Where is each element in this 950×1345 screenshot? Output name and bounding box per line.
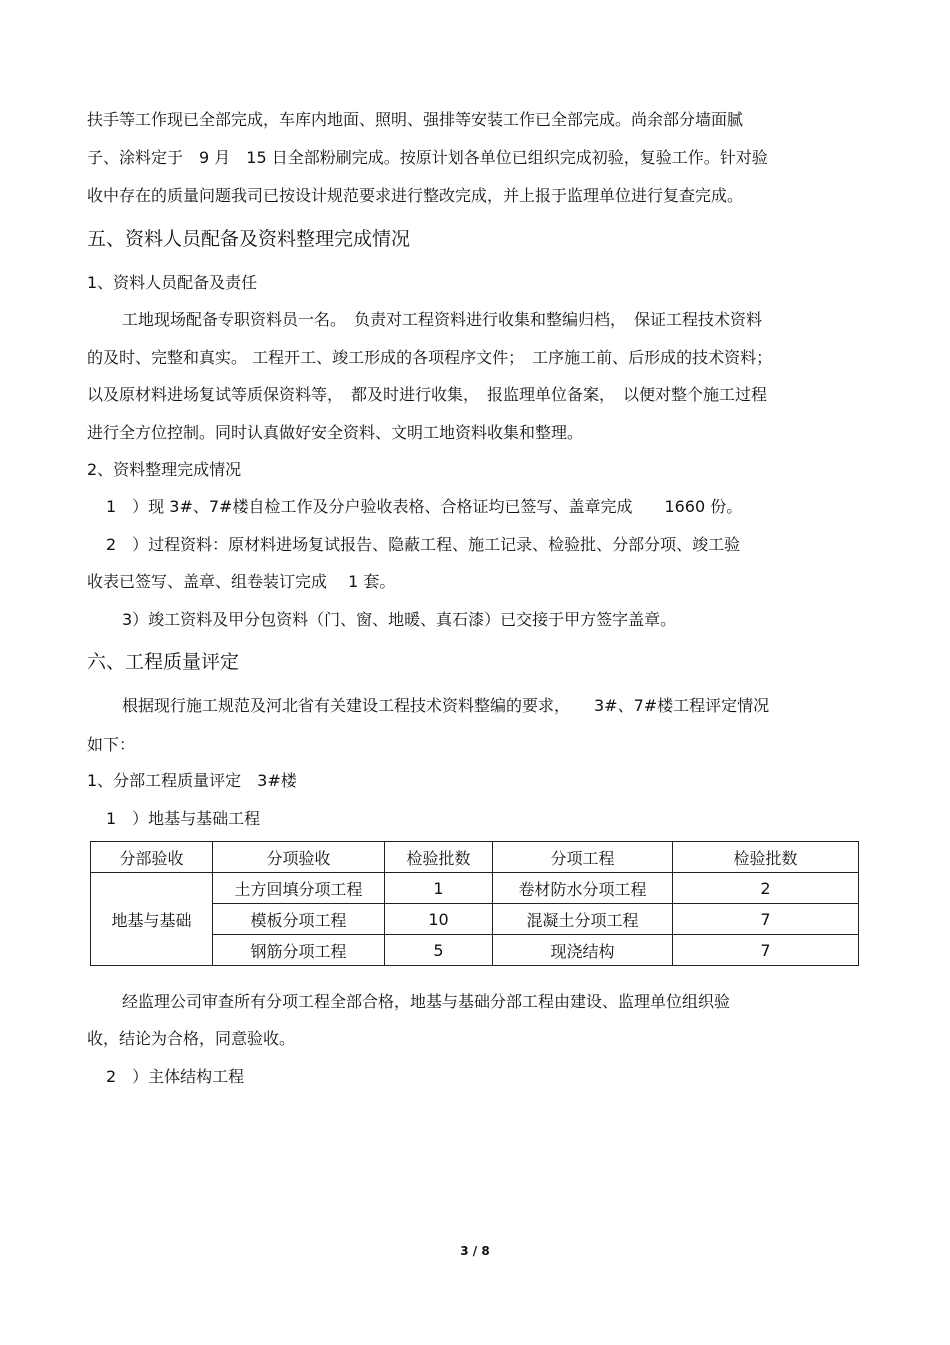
table-cell: 7 — [673, 904, 859, 935]
list-item: 1 ）地基与基础工程 — [106, 809, 261, 828]
text-line: 扶手等工作现已全部完成，车库内地面、照明、强排等安装工作已全部完成。尚余部分墙面腻 — [87, 110, 744, 129]
table-header-cell: 分部验收 — [91, 842, 213, 873]
table-cell: 2 — [673, 873, 859, 904]
table-row — [91, 873, 859, 904]
text-line: 收，结论为合格，同意验收。 — [87, 1029, 296, 1048]
text-line: 根据现行施工规范及河北省有关建设工程技术资料整编的要求， 3#、7#楼工程评定情况 — [122, 696, 770, 715]
table-cell: 卷材防水分项工程 — [493, 873, 673, 904]
group-cell: 地基与基础 — [91, 873, 213, 966]
table-header-row — [91, 842, 859, 873]
list-item-continued: 收表已签写、盖章、组卷装订完成 1 套。 — [87, 572, 396, 591]
table-cell: 模板分项工程 — [213, 904, 385, 935]
table-cell: 7 — [673, 935, 859, 966]
text-line: 如下： — [87, 735, 136, 754]
list-item: 2 ）过程资料：原材料进场复试报告、隐蔽工程、施工记录、检验批、分部分项、竣工验 — [106, 535, 741, 554]
text-line: 工地现场配备专职资料员一名。 负责对工程资料进行收集和整编归档， 保证工程技术资料 — [122, 310, 763, 329]
table-cell: 土方回填分项工程 — [213, 873, 385, 904]
table-cell: 10 — [385, 904, 493, 935]
text-line: 子、涂料定于 9 月 15 日全部粉刷完成。按原计划各单位已组织完成初验，复验工作。针对验 — [87, 148, 768, 167]
page-number: 3 / 8 — [460, 1244, 490, 1258]
table-cell: 1 — [385, 873, 493, 904]
text-line: 收中存在的质量问题我司已按设计规范要求进行整改完成，并上报于监理单位进行复查完成。 — [87, 186, 744, 205]
table-header-cell: 分项验收 — [213, 842, 385, 873]
text-line: 进行全方位控制。同时认真做好安全资料、文明工地资料收集和整理。 — [87, 423, 584, 442]
subsection-heading: 1、分部工程质量评定 3#楼 — [87, 771, 297, 790]
section-heading: 五、资料人员配备及资料整理完成情况 — [87, 228, 411, 250]
subsection-heading: 1、资料人员配备及责任 — [87, 273, 258, 292]
list-item: 3）竣工资料及甲分包资料（门、窗、地暖、真石漆）已交接于甲方签字盖章。 — [122, 610, 677, 629]
table-header-cell: 分项工程 — [493, 842, 673, 873]
table-cell: 5 — [385, 935, 493, 966]
table-header-cell: 检验批数 — [673, 842, 859, 873]
table-header-cell: 检验批数 — [385, 842, 493, 873]
section-heading: 六、工程质量评定 — [87, 651, 240, 673]
table-cell: 钢筋分项工程 — [213, 935, 385, 966]
list-item: 2 ）主体结构工程 — [106, 1067, 245, 1086]
text-line: 的及时、完整和真实。 工程开工、竣工形成的各项程序文件； 工序施工前、后形成的技术资料； — [87, 348, 773, 367]
list-item: 1 ）现 3#、7#楼自检工作及分户验收表格、合格证均已签写、盖章完成 1660 份。 — [106, 497, 743, 516]
text-line: 经监理公司审查所有分项工程全部合格，地基与基础分部工程由建设、监理单位组织验 — [122, 992, 731, 1011]
table-cell: 混凝土分项工程 — [493, 904, 673, 935]
subsection-heading: 2、资料整理完成情况 — [87, 460, 242, 479]
table-cell: 现浇结构 — [493, 935, 673, 966]
quality-evaluation-table — [90, 841, 859, 966]
text-line: 以及原材料进场复试等质保资料等， 都及时进行收集， 报监理单位备案， 以便对整个施工过程 — [87, 385, 768, 404]
